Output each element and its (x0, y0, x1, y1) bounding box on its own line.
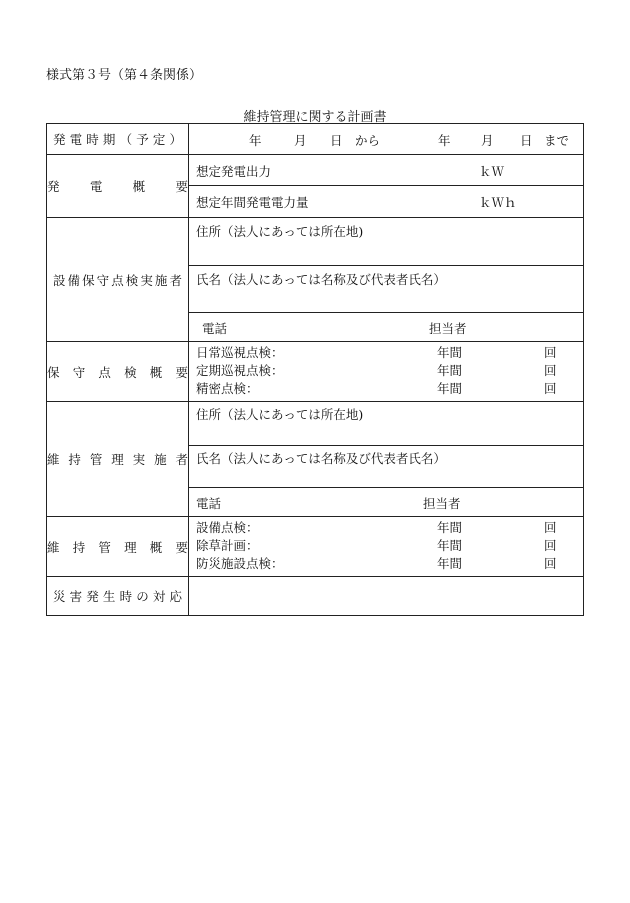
inspection-precision-unit: 回 (544, 381, 557, 396)
maintenance-facility-per: 年間 (437, 556, 463, 571)
inspector-contact-label: 担当者 (429, 321, 467, 336)
inspection-line-precision (189, 380, 583, 398)
row-inspection (47, 342, 584, 402)
inspection-daily-name: 日常巡視点検： (196, 345, 284, 360)
period-field[interactable] (189, 124, 584, 155)
disaster-field[interactable] (189, 577, 584, 616)
maintenance-equipment-unit: 回 (544, 520, 557, 535)
annual-field[interactable] (189, 186, 584, 218)
maintenance-equipment-per: 年間 (437, 520, 463, 535)
inspection-precision-name: 精密点検： (196, 381, 259, 396)
inspection-field[interactable] (189, 342, 584, 402)
maintenance-equipment-name: 設備点検： (196, 520, 259, 535)
period-day-start: 日 (330, 133, 343, 148)
maintainer-phone-field[interactable] (189, 488, 584, 517)
inspection-periodic-unit: 回 (544, 363, 557, 378)
period-day-end: 日 (520, 133, 533, 148)
inspector-name-field[interactable] (189, 266, 584, 313)
inspector-address-label: 住所（法人にあっては所在地) (196, 224, 364, 239)
label-inspector: 設備保守点検実施者 (47, 218, 189, 342)
row-disaster (47, 577, 584, 616)
inspection-precision-per: 年間 (437, 381, 463, 396)
row-period (47, 124, 584, 155)
label-inspection: 保守点検概要 (47, 342, 189, 402)
maintenance-weeding-unit: 回 (544, 538, 557, 553)
label-maintainer: 維持管理実施者 (47, 402, 189, 517)
maintainer-phone-label: 電話 (196, 496, 222, 511)
inspection-daily-unit: 回 (544, 345, 557, 360)
annual-unit: ｋＷｈ (479, 195, 517, 210)
label-generation: 発電概要 (47, 155, 189, 218)
inspection-periodic-per: 年間 (437, 363, 463, 378)
plan-table (46, 123, 584, 616)
output-unit: ｋＷ (479, 164, 505, 179)
period-year-start: 年 (249, 133, 262, 148)
label-maintenance: 維持管理概要 (47, 517, 189, 577)
label-period: 発電時期（予定） (47, 124, 189, 155)
inspection-daily-per: 年間 (437, 345, 463, 360)
maintainer-name-field[interactable] (189, 446, 584, 488)
annual-label: 想定年間発電電力量 (196, 195, 309, 210)
inspector-name-label: 氏名（法人にあっては名称及び代表者氏名） (196, 272, 446, 287)
maintainer-contact-label: 担当者 (423, 496, 461, 511)
inspector-phone-field[interactable] (189, 313, 584, 342)
maintenance-field[interactable] (189, 517, 584, 577)
maintainer-address-label: 住所（法人にあっては所在地) (196, 407, 364, 422)
document-title: 維持管理に関する計画書 (243, 110, 387, 125)
inspection-line-daily (189, 344, 583, 362)
inspection-line-periodic (189, 362, 583, 380)
period-month-end: 月 (481, 133, 494, 148)
maintenance-line-equipment (189, 519, 583, 537)
inspector-address-field[interactable] (189, 218, 584, 266)
maintainer-name-label: 氏名（法人にあっては名称及び代表者氏名） (196, 451, 446, 466)
period-from: から (355, 133, 381, 148)
row-maintainer-address (47, 402, 584, 446)
row-generation-output (47, 155, 584, 186)
maintenance-facility-name: 防災施設点検： (196, 556, 284, 571)
maintenance-line-disaster-facility (189, 555, 583, 573)
period-until: まで (544, 133, 570, 148)
output-label: 想定発電出力 (196, 164, 272, 179)
form-number: 様式第３号（第４条関係） (46, 68, 203, 83)
inspector-phone-label: 電話 (202, 321, 228, 336)
period-year-end: 年 (438, 133, 451, 148)
label-disaster: 災害発生時の対応 (47, 577, 189, 616)
output-field[interactable] (189, 155, 584, 186)
maintenance-facility-unit: 回 (544, 556, 557, 571)
maintenance-line-weeding (189, 537, 583, 555)
maintenance-weeding-per: 年間 (437, 538, 463, 553)
maintenance-weeding-name: 除草計画： (196, 538, 259, 553)
period-month-start: 月 (294, 133, 307, 148)
maintainer-address-field[interactable] (189, 402, 584, 446)
row-inspector-address (47, 218, 584, 266)
inspection-periodic-name: 定期巡視点検： (196, 363, 284, 378)
row-maintenance (47, 517, 584, 577)
